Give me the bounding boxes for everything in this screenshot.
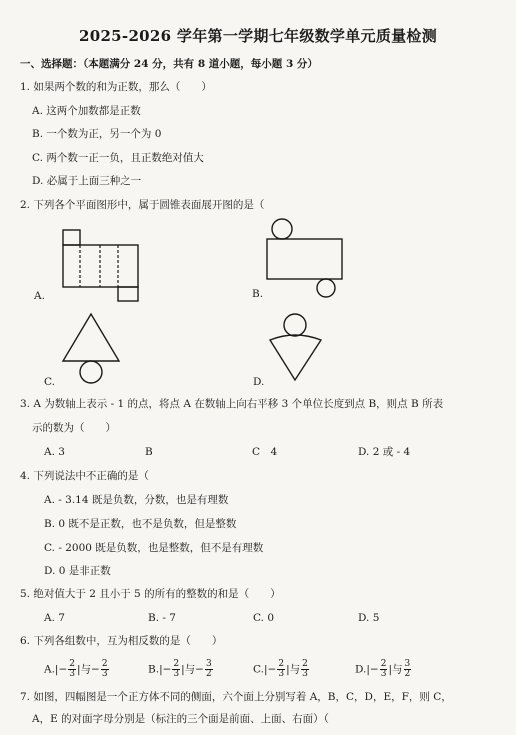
figure-b-label: B.	[252, 288, 264, 300]
question-1-stem: 1. 如果两个数的和为正数，那么（ ）	[20, 81, 212, 93]
question-3-option-a: A. 3	[44, 446, 65, 458]
question-6-option-d	[355, 660, 412, 679]
abs-open: |−	[366, 663, 379, 676]
abs-open: |−	[159, 663, 172, 676]
question-4-option-b: B. 0 既不是正数，也不是负数，但是整数	[44, 518, 237, 530]
abs-open: |−	[264, 663, 277, 676]
option-label: A.	[44, 663, 55, 676]
question-2-stem: 2. 下列各个平面图形中，属于圆锥表面展开图的是（	[20, 199, 265, 211]
question-5-stem: 5. 绝对值大于 2 且小于 5 的所有的整数的和是（ ）	[20, 588, 281, 600]
section-heading: 一、选择题：（本题满分 24 分，共有 8 道小题，每小题 3 分）	[20, 58, 318, 70]
connector: |与	[388, 663, 403, 676]
fraction: $\frac{2}{3}$	[278, 659, 285, 679]
abs-open: |−	[54, 663, 68, 676]
question-1-option-d: D. 必属于上面三种之一	[32, 175, 142, 187]
question-4-option-d: D. 0 是非正数	[44, 565, 111, 577]
fraction: $\frac{2}{3}$	[173, 659, 180, 679]
question-1-option-c: C. 两个数一正一负，且正数绝对值大	[32, 152, 204, 164]
figure-c-label: C.	[44, 376, 55, 388]
question-4-stem: 4. 下列说法中不正确的是（	[20, 470, 149, 482]
figure-b-cylinder-net	[262, 218, 352, 300]
page-title: 2025-2026 学年第一学期七年级数学单元质量检测	[78, 27, 438, 45]
figure-a-label: A.	[34, 290, 45, 302]
option-label: D.	[355, 663, 367, 676]
question-4-option-a: A. - 3.14 既是负数，分数，也是有理数	[44, 494, 229, 506]
connector: |与−	[77, 663, 100, 676]
question-4-option-c: C. - 2000 既是负数，也是整数，但不是有理数	[44, 542, 264, 554]
question-7-stem-line2: A，E 的对面字母分别是（标注的三个面是前面、上面、右面）（	[32, 713, 329, 725]
question-3-stem-line2: 示的数为（ ）	[32, 422, 116, 434]
fraction: $\frac{2}{3}$	[69, 659, 75, 679]
fraction: $\frac{3}{2}$	[404, 659, 411, 679]
question-7-stem-line1: 7. 如图，四幅图是一个正方体不同的侧面，六个面上分别写着 A，B，C，D，E，F，则 C，	[20, 691, 452, 703]
question-5-option-a: A. 7	[44, 612, 65, 624]
figure-d-label: D.	[253, 376, 265, 388]
question-1-option-a: A. 这两个加数都是正数	[32, 105, 141, 117]
fraction: $\frac{2}{3}$	[302, 659, 308, 679]
question-1-option-b: B. 一个数为正，另一个为 0	[32, 128, 162, 140]
question-3-stem-line1: 3. A 为数轴上表示 - 1 的点，将点 A 在数轴上向右平移 3 个单位长度到点 B，则点 B 所表	[20, 398, 444, 410]
question-6-stem: 6. 下列各组数中，互为相反数的是（ ）	[20, 635, 223, 647]
fraction: $\frac{3}{2}$	[205, 659, 212, 679]
option-label: B.	[148, 663, 160, 676]
question-5-option-c: C. 0	[253, 612, 275, 624]
question-6-option-b	[148, 660, 214, 679]
question-3-option-c: C 4	[252, 446, 278, 458]
connector: |与−	[181, 663, 204, 676]
figure-c-triangle-net	[60, 312, 125, 387]
question-3-option-d: D. 2 或 - 4	[358, 446, 411, 458]
question-5-option-b: B. - 7	[148, 612, 176, 624]
option-label: C.	[253, 663, 264, 676]
question-6-option-c	[253, 660, 310, 679]
figure-a-box-net	[60, 228, 140, 303]
question-5-option-d: D. 5	[358, 612, 380, 624]
fraction: $\frac{2}{3}$	[380, 659, 387, 679]
question-6-option-a	[44, 660, 110, 679]
fraction: $\frac{2}{3}$	[101, 659, 108, 679]
question-3-option-b: B	[145, 446, 153, 458]
figure-d-cone-net	[265, 312, 330, 387]
connector: |与	[286, 663, 301, 676]
